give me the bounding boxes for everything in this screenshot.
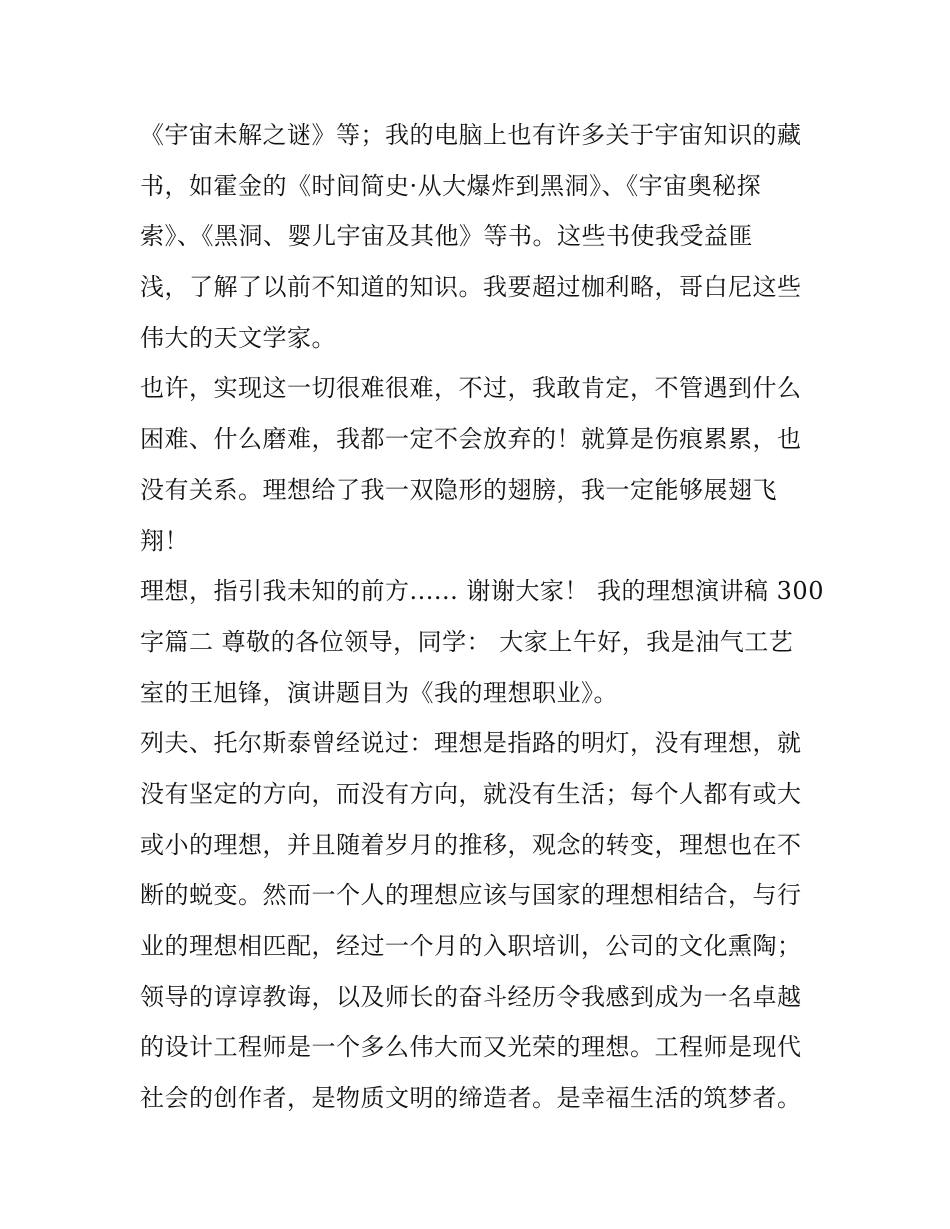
text-line-19: 的设计工程师是一个多么伟大而又光荣的理想。工程师是现代 [140,1033,802,1062]
text-line-3: 索》、《黑洞、婴儿宇宙及其他》等书。这些书使我受益匪 [140,222,753,251]
text-line-13: 列夫、托尔斯泰曾经说过：理想是指路的明灯，没有理想，就 [140,729,802,758]
text-line-6: 也许，实现这一切很难很难，不过，我敢肯定，不管遇到什么 [140,374,802,403]
text-line-16: 断的蜕变。然而一个人的理想应该与国家的理想相结合，与行 [140,881,802,910]
text-line-5: 伟大的天文学家。 [140,323,336,352]
text-line-10: 理想，指引我未知的前方...... 谢谢大家！ 我的理想演讲稿 300 [140,577,824,606]
text-line-12: 室的王旭锋，演讲题目为《我的理想职业》。 [140,678,618,707]
text-line-1: 《宇宙未解之谜》等；我的电脑上也有许多关于宇宙知识的藏 [140,121,802,149]
text-line-15: 或小的理想，并且随着岁月的推移，观念的转变，理想也在不 [140,830,802,859]
document-body [140,110,824,1124]
text-line-18: 领导的谆谆教诲，以及师长的奋斗经历令我感到成为一名卓越 [140,982,802,1011]
text-line-7: 困难、什么磨难，我都一定不会放弃的！就算是伤痕累累，也 [140,425,802,454]
text-line-4: 浅，了解了以前不知道的知识。我要超过枷利略，哥白尼这些 [140,273,802,302]
text-line-20: 社会的创作者，是物质文明的缔造者。是幸福生活的筑梦者。 [140,1084,802,1113]
text-line-8: 没有关系。理想给了我一双隐形的翅膀，我一定能够展翅飞 [140,475,777,504]
text-line-2: 书，如霍金的《时间简史·从大爆炸到黑洞》、《宇宙奥秘探 [140,171,762,200]
text-line-14: 没有坚定的方向，而没有方向，就没有生活；每个人都有或大 [140,779,802,808]
text-line-17: 业的理想相匹配，经过一个月的入职培训，公司的文化熏陶； [140,932,802,960]
text-line-11: 字篇二 尊敬的各位领导，同学： 大家上午好，我是油气工艺 [140,627,794,656]
text-line-9: 翔！ [140,526,189,555]
